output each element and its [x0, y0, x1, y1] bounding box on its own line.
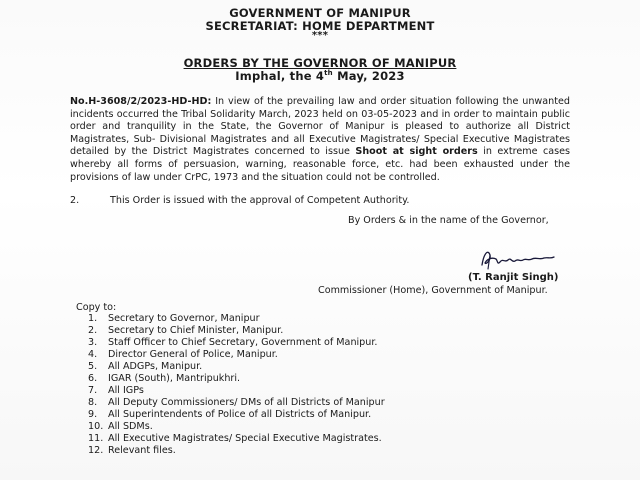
copy-to-item: 8. All Deputy Commissioners/ DMs of all Districts of Manipur	[88, 397, 385, 408]
copy-to-item: 4. Director General of Police, Manipur.	[88, 349, 278, 360]
order-number: No.H-3608/2/2023-HD-HD:	[70, 96, 212, 107]
copy-to-label: Copy to:	[76, 302, 117, 313]
copy-to-item: 10. All SDMs.	[88, 421, 153, 432]
order-paragraph-1: No.H-3608/2/2023-HD-HD: In view of the prevailing law and order situation following the unwanted incidents occurred the Tribal Solidarity March, 2023 held on 03-05-2023 and in order to maintain public order and tranquility in the State, the Governor of Manipur is pleased to authorize all District Magistrates, Sub- Divisional Magistrates and all Executive Magistrates/ Special Executive Magistrates detailed by the District Magistrates concerned to issue Shoot at sight orders in extreme cases whereby all forms of persuasion, warning, reasonable force, etc. had been exhausted under the provisions of law under CrPC, 1973 and the situation could not be controlled.	[70, 96, 570, 183]
copy-to-item: 1. Secretary to Governor, Manipur	[88, 313, 260, 324]
copy-to-item: 5. All ADGPs, Manipur.	[88, 361, 203, 372]
header-government: GOVERNMENT OF MANIPUR	[229, 6, 411, 20]
copy-to-item: 7. All IGPs	[88, 385, 144, 396]
header-department: SECRETARIAT: HOME DEPARTMENT	[205, 19, 435, 33]
copy-to-item: 2. Secretary to Chief Minister, Manipur.	[88, 325, 284, 336]
copy-to-list	[88, 313, 385, 457]
signatory-designation: Commissioner (Home), Government of Manipur.	[318, 285, 548, 296]
header-stars: ***	[311, 30, 329, 41]
shoot-at-sight-text: Shoot at sight orders	[355, 146, 478, 158]
by-order-line: By Orders & in the name of the Governor,	[348, 215, 549, 226]
order-title: ORDERS BY THE GOVERNOR OF MANIPUR	[183, 56, 457, 70]
copy-to-item: 9. All Superintendents of Police of all Districts of Manipur.	[88, 409, 372, 420]
copy-to-item: 3. Staff Officer to Chief Secretary, Government of Manipur.	[88, 337, 378, 348]
copy-to-item: 6. IGAR (South), Mantripukhri.	[88, 373, 241, 384]
handwritten-signature	[478, 245, 558, 271]
order-paragraph-2: 2. This Order is issued with the approval of Competent Authority.	[70, 195, 410, 206]
copy-to-item: 12. Relevant files.	[88, 445, 176, 456]
copy-to-item: 11. All Executive Magistrates/ Special Executive Magistrates.	[88, 433, 382, 444]
order-date: Imphal, the 4th May, 2023	[235, 69, 405, 83]
signatory-name: (T. Ranjit Singh)	[468, 272, 559, 283]
